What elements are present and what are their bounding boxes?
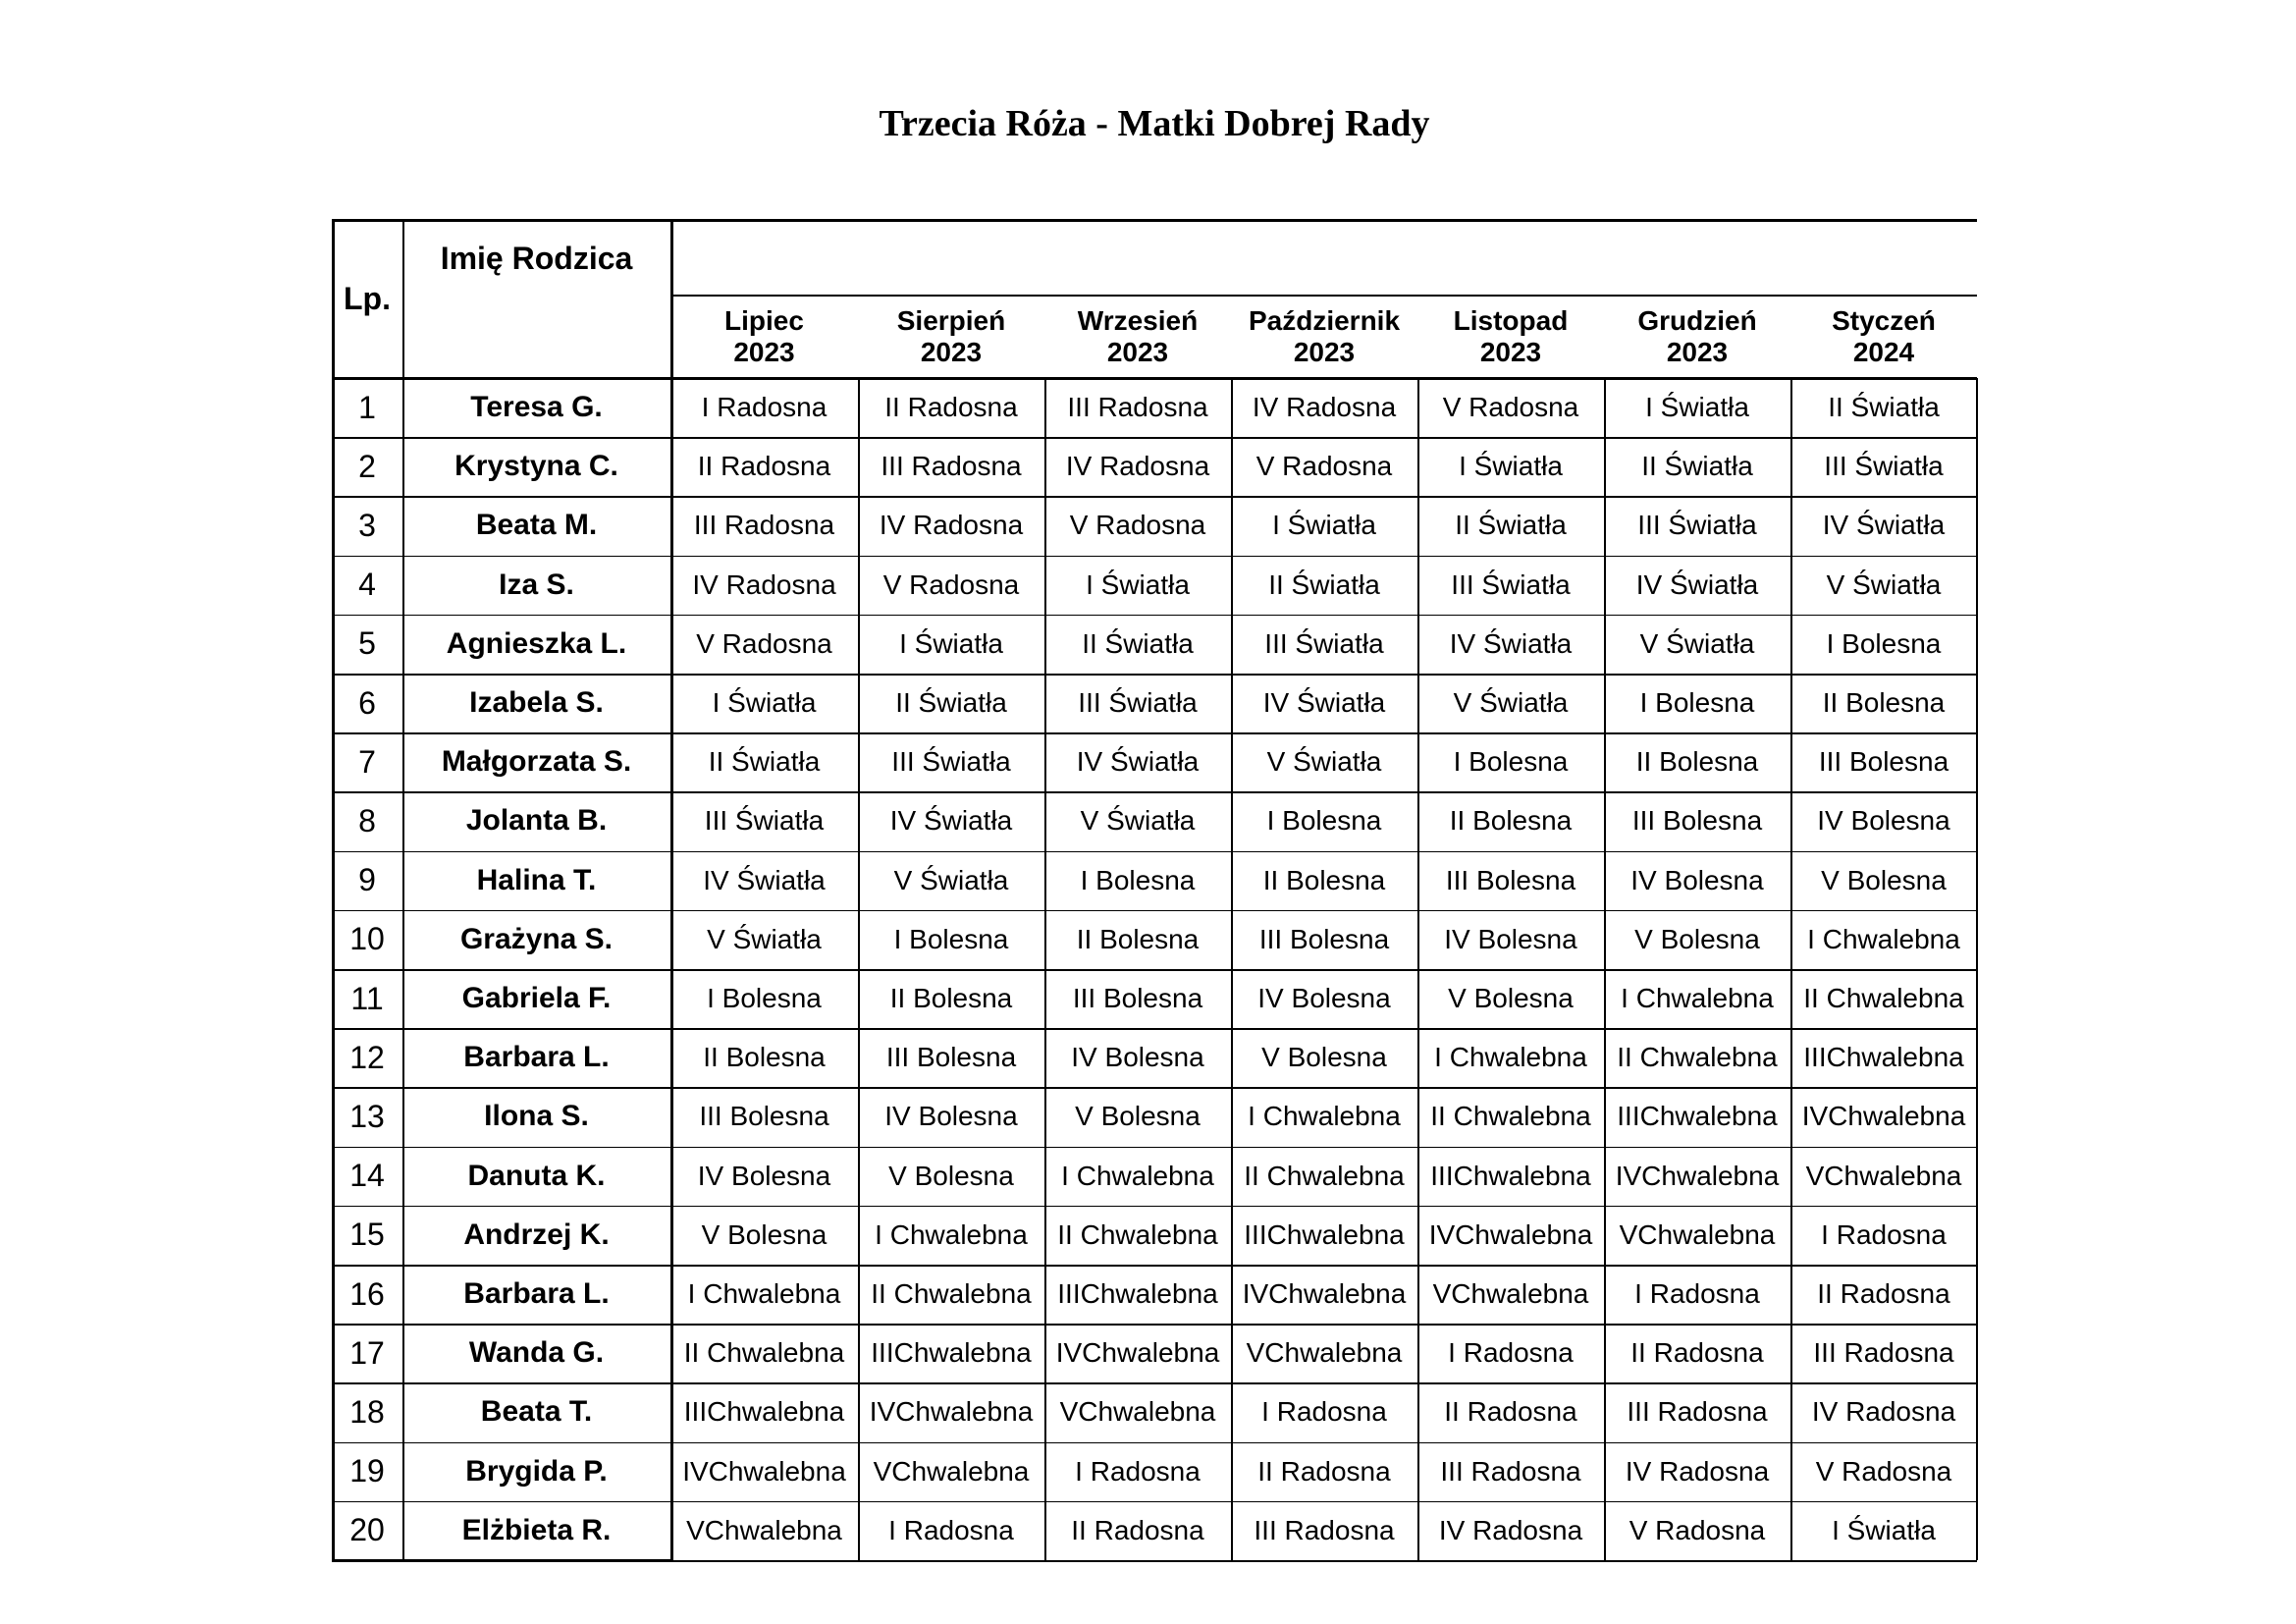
mystery-cell: IV Radosna [1065, 451, 1210, 482]
table-gridline [670, 1087, 1977, 1089]
name-column-header: Imię Rodzica [440, 241, 633, 276]
mystery-cell: V Radosna [1815, 1455, 1952, 1487]
month-header [1417, 295, 1604, 378]
mystery-cell: VChwalebna [1059, 1396, 1216, 1428]
month-year: 2023 [733, 336, 795, 367]
table-gridline [332, 732, 670, 734]
mystery-cell: V Bolesna [1634, 923, 1760, 954]
mystery-cell: V Bolesna [1821, 864, 1947, 895]
mystery-cell: I Światła [1459, 451, 1563, 482]
parent-name: Wanda G. [468, 1336, 605, 1370]
row-number: 17 [349, 1334, 385, 1371]
row-number: 10 [349, 921, 385, 957]
month-year: 2023 [1479, 336, 1542, 367]
mystery-cell: II Radosna [1444, 1396, 1577, 1428]
parent-name: Grażyna S. [459, 922, 614, 955]
mystery-cell: II Światła [1641, 451, 1753, 482]
row-number: 7 [358, 743, 376, 780]
mystery-cell: IV Światła [1635, 568, 1759, 600]
mystery-cell: I Radosna [1448, 1337, 1574, 1369]
table-gridline [670, 791, 1977, 793]
mystery-cell: IVChwalebna [1428, 1218, 1593, 1250]
mystery-cell: I Radosna [1075, 1455, 1201, 1487]
table-gridline [670, 1324, 1977, 1326]
row-number: 4 [358, 567, 376, 603]
mystery-cell: III Światła [1824, 451, 1944, 482]
mystery-cell: II Chwalebna [1430, 1101, 1591, 1132]
mystery-cell: II Chwalebna [871, 1278, 1032, 1310]
month-name: Październik [1248, 304, 1401, 336]
mystery-cell: V Bolesna [701, 1218, 828, 1250]
table-gridline [670, 1560, 1977, 1562]
mystery-cell: IIIChwalebna [683, 1396, 845, 1428]
mystery-cell: IIIChwalebna [1617, 1101, 1778, 1132]
month-header [1231, 295, 1417, 378]
parent-name: Halina T. [476, 863, 597, 896]
table-gridline [670, 615, 1977, 617]
mystery-cell: III Radosna [1813, 1337, 1954, 1369]
table-gridline [670, 1501, 1977, 1503]
mystery-cell: IV Radosna [1625, 1455, 1770, 1487]
mystery-cell: IV Światła [703, 864, 826, 895]
table-gridline [670, 437, 1977, 439]
mystery-cell: II Radosna [697, 451, 831, 482]
month-header [858, 295, 1044, 378]
table-gridline [1417, 378, 1419, 1560]
table-gridline [670, 295, 1977, 297]
mystery-cell: III Bolesna [1258, 923, 1390, 954]
parent-name: Teresa G. [470, 391, 603, 424]
mystery-cell: VChwalebna [1432, 1278, 1589, 1310]
table-gridline [670, 1028, 1977, 1030]
mystery-cell: I Chwalebna [687, 1278, 841, 1310]
table-gridline [402, 219, 404, 1560]
table-gridline [332, 1559, 670, 1562]
mystery-cell: I Chwalebna [1061, 1160, 1214, 1191]
mystery-cell: IIIChwalebna [871, 1337, 1032, 1369]
mystery-cell: I Światła [1645, 392, 1749, 423]
table-gridline [332, 1028, 670, 1030]
row-number: 20 [349, 1512, 385, 1548]
mystery-cell: I Radosna [888, 1514, 1014, 1545]
row-number: 14 [349, 1158, 385, 1194]
mystery-cell: IV Bolesna [1817, 805, 1950, 837]
parent-name: Barbara L. [463, 1277, 610, 1311]
mystery-cell: III Radosna [1254, 1514, 1395, 1545]
table-gridline [332, 437, 670, 439]
mystery-cell: I Radosna [1261, 1396, 1387, 1428]
table-gridline [332, 969, 670, 971]
mystery-cell: V Radosna [1629, 1514, 1766, 1545]
mystery-cell: I Chwalebna [1248, 1101, 1401, 1132]
mystery-cell: V Radosna [1442, 392, 1579, 423]
month-header [1790, 295, 1977, 378]
mystery-cell: VChwalebna [873, 1455, 1030, 1487]
parent-name: Brygida P. [465, 1454, 608, 1488]
month-year: 2023 [1106, 336, 1169, 367]
mystery-cell: V Światła [1453, 687, 1569, 719]
mystery-cell: II Światła [708, 746, 821, 778]
mystery-cell: I Bolesna [1639, 687, 1755, 719]
mystery-cell: I Bolesna [1080, 864, 1196, 895]
row-number: 13 [349, 1098, 385, 1134]
table-gridline [332, 1087, 670, 1089]
mystery-cell: III Bolesna [1631, 805, 1763, 837]
mystery-cell: IVChwalebna [1801, 1101, 1966, 1132]
mystery-cell: I Światła [712, 687, 817, 719]
row-number: 1 [358, 389, 376, 425]
mystery-cell: V Radosna [1069, 510, 1206, 541]
table-gridline [1976, 378, 1978, 1560]
table-gridline [1604, 378, 1606, 1560]
mystery-cell: V Światła [893, 864, 1009, 895]
table-gridline [1790, 378, 1792, 1560]
mystery-cell: III Radosna [881, 451, 1022, 482]
table-gridline [670, 910, 1977, 912]
row-number: 15 [349, 1217, 385, 1253]
mystery-cell: II Światła [1082, 627, 1194, 659]
parent-name: Krystyna C. [454, 450, 618, 483]
month-header [1604, 295, 1790, 378]
mystery-cell: IIIChwalebna [1430, 1160, 1591, 1191]
mystery-cell: II Radosna [884, 392, 1018, 423]
mystery-cell: IIIChwalebna [1244, 1218, 1405, 1250]
mystery-cell: I Radosna [1821, 1218, 1947, 1250]
parent-name: Jolanta B. [465, 804, 608, 838]
month-year: 2024 [1852, 336, 1915, 367]
mystery-cell: II Bolesna [1262, 864, 1386, 895]
table-gridline [670, 1206, 1977, 1208]
parent-name: Agnieszka L. [446, 626, 627, 660]
mystery-cell: II Bolesna [1076, 923, 1200, 954]
mystery-cell: III Światła [1637, 510, 1757, 541]
table-gridline [332, 556, 670, 558]
month-header [670, 295, 858, 378]
table-gridline [1231, 378, 1233, 1560]
mystery-cell: II Bolesna [889, 983, 1013, 1014]
mystery-cell: III Radosna [1627, 1396, 1768, 1428]
month-name: Listopad [1453, 304, 1569, 336]
page-title: Trzecia Róża - Matki Dobrej Rady [879, 103, 1430, 144]
mystery-cell: IV Radosna [1438, 1514, 1583, 1545]
parent-name: Danuta K. [467, 1159, 606, 1192]
mystery-cell: II Chwalebna [1244, 1160, 1405, 1191]
parent-name: Andrzej K. [463, 1218, 610, 1251]
mystery-cell: II Chwalebna [683, 1337, 845, 1369]
mystery-cell: I Bolesna [707, 983, 822, 1014]
mystery-cell: I Radosna [1634, 1278, 1760, 1310]
mystery-cell: IV Radosna [692, 568, 836, 600]
table-gridline [670, 1265, 1977, 1267]
mystery-cell: IVChwalebna [1242, 1278, 1407, 1310]
mystery-cell: VChwalebna [1246, 1337, 1403, 1369]
mystery-cell: V Światła [1826, 568, 1942, 600]
mystery-cell: II Bolesna [1635, 746, 1759, 778]
mystery-cell: I Bolesna [1826, 627, 1942, 659]
mystery-cell: II Światła [1455, 510, 1567, 541]
mystery-cell: II Bolesna [703, 1042, 826, 1073]
mystery-cell: II Chwalebna [1803, 983, 1964, 1014]
mystery-cell: II Bolesna [1449, 805, 1573, 837]
mystery-cell: VChwalebna [686, 1514, 842, 1545]
mystery-cell: II Radosna [1817, 1278, 1950, 1310]
mystery-cell: II Światła [1268, 568, 1380, 600]
table-gridline [332, 219, 1977, 222]
table-gridline [332, 377, 1977, 380]
month-year: 2023 [1293, 336, 1356, 367]
mystery-cell: II Światła [895, 687, 1007, 719]
month-name: Grudzień [1637, 304, 1757, 336]
mystery-cell: IVChwalebna [682, 1455, 846, 1487]
month-name: Sierpień [896, 304, 1006, 336]
mystery-cell: II Radosna [1257, 1455, 1391, 1487]
mystery-cell: II Chwalebna [1617, 1042, 1778, 1073]
mystery-cell: III Bolesna [699, 1101, 829, 1132]
table-gridline [670, 851, 1977, 853]
mystery-cell: IVChwalebna [869, 1396, 1034, 1428]
mystery-cell: III Bolesna [1072, 983, 1203, 1014]
mystery-cell: III Bolesna [1445, 864, 1576, 895]
table-gridline [332, 1382, 670, 1384]
mystery-cell: IVChwalebna [1615, 1160, 1780, 1191]
mystery-cell: III Światła [704, 805, 825, 837]
mystery-cell: IV Światła [1262, 687, 1386, 719]
row-number: 5 [358, 625, 376, 662]
table-gridline [670, 732, 1977, 734]
mystery-cell: VChwalebna [1805, 1160, 1962, 1191]
row-number: 9 [358, 862, 376, 898]
mystery-cell: IV Radosna [1252, 392, 1397, 423]
mystery-cell: III Światła [1451, 568, 1571, 600]
mystery-cell: III Radosna [1440, 1455, 1581, 1487]
month-header [1044, 295, 1231, 378]
parent-name: Gabriela F. [461, 982, 612, 1015]
mystery-cell: I Światła [1086, 568, 1190, 600]
table-gridline [670, 219, 673, 1562]
row-number: 2 [358, 448, 376, 484]
mystery-cell: I Światła [899, 627, 1003, 659]
mystery-cell: I Bolesna [1453, 746, 1569, 778]
mystery-cell: I Chwalebna [1807, 923, 1960, 954]
table-gridline [332, 1442, 670, 1444]
mystery-cell: IV Bolesna [1257, 983, 1391, 1014]
mystery-cell: V Światła [1266, 746, 1382, 778]
table-gridline [1044, 378, 1046, 1560]
mystery-cell: II Radosna [1071, 1514, 1204, 1545]
mystery-cell: I Chwalebna [1621, 983, 1774, 1014]
row-number: 18 [349, 1393, 385, 1430]
table-gridline [332, 1501, 670, 1503]
table-gridline [332, 1324, 670, 1326]
mystery-cell: V Bolesna [1261, 1042, 1387, 1073]
table-gridline [332, 674, 670, 676]
mystery-cell: I Radosna [701, 392, 828, 423]
mystery-cell: IV Bolesna [1071, 1042, 1204, 1073]
table-gridline [670, 1147, 1977, 1149]
table-gridline [670, 1442, 1977, 1444]
mystery-cell: IIIChwalebna [1057, 1278, 1218, 1310]
table-gridline [332, 1147, 670, 1149]
mystery-cell: V Radosna [1255, 451, 1393, 482]
parent-name: Małgorzata S. [441, 745, 632, 779]
mystery-cell: V Radosna [882, 568, 1020, 600]
parent-name: Beata M. [475, 509, 598, 542]
row-number: 12 [349, 1039, 385, 1075]
table-gridline [332, 791, 670, 793]
mystery-cell: I Chwalebna [875, 1218, 1028, 1250]
schedule-table [332, 219, 1977, 1561]
mystery-cell: II Chwalebna [1057, 1218, 1218, 1250]
mystery-cell: IVChwalebna [1055, 1337, 1220, 1369]
mystery-cell: III Bolesna [1818, 746, 1949, 778]
row-number: 19 [349, 1453, 385, 1489]
table-gridline [858, 378, 860, 1560]
mystery-cell: IIIChwalebna [1803, 1042, 1964, 1073]
mystery-cell: V Światła [707, 923, 822, 954]
row-number: 11 [350, 980, 384, 1016]
mystery-cell: IV Bolesna [1630, 864, 1764, 895]
mystery-cell: I Bolesna [893, 923, 1009, 954]
month-year: 2023 [1666, 336, 1729, 367]
mystery-cell: II Radosna [1630, 1337, 1764, 1369]
row-number: 3 [358, 507, 376, 543]
mystery-cell: IV Bolesna [1444, 923, 1577, 954]
mystery-cell: I Światła [1832, 1514, 1936, 1545]
month-name: Lipiec [724, 304, 804, 336]
parent-name: Izabela S. [469, 686, 604, 720]
parent-name: Elżbieta R. [461, 1513, 612, 1546]
table-gridline [332, 615, 670, 617]
table-gridline [332, 219, 335, 1562]
month-name: Wrzesień [1077, 304, 1199, 336]
parent-name: Barbara L. [463, 1041, 610, 1074]
table-gridline [670, 1382, 1977, 1384]
table-gridline [332, 496, 670, 498]
month-name: Styczeń [1832, 304, 1936, 336]
table-gridline [332, 910, 670, 912]
row-number: 6 [358, 684, 376, 721]
mystery-cell: III Światła [1078, 687, 1198, 719]
table-gridline [670, 496, 1977, 498]
row-number: 8 [358, 802, 376, 839]
row-number: 16 [349, 1275, 385, 1312]
mystery-cell: III Radosna [1067, 392, 1208, 423]
mystery-cell: V Radosna [696, 627, 832, 659]
mystery-cell: III Radosna [693, 510, 835, 541]
mystery-cell: IV Światła [1449, 627, 1573, 659]
mystery-cell: I Chwalebna [1434, 1042, 1587, 1073]
mystery-cell: V Bolesna [1075, 1101, 1201, 1132]
mystery-cell: II Światła [1828, 392, 1940, 423]
mystery-cell: VChwalebna [1619, 1218, 1776, 1250]
mystery-cell: V Bolesna [1448, 983, 1574, 1014]
table-gridline [332, 1206, 670, 1208]
table-gridline [332, 851, 670, 853]
mystery-cell: IV Radosna [1811, 1396, 1956, 1428]
parent-name: Beata T. [480, 1395, 593, 1429]
mystery-cell: V Bolesna [888, 1160, 1014, 1191]
lp-column-header: Lp. [344, 280, 391, 316]
mystery-cell: I Światła [1272, 510, 1376, 541]
mystery-cell: V Światła [1639, 627, 1755, 659]
mystery-cell: IV Światła [889, 805, 1013, 837]
mystery-cell: IV Światła [1076, 746, 1200, 778]
table-gridline [332, 1265, 670, 1267]
mystery-cell: III Światła [1264, 627, 1384, 659]
month-year: 2023 [920, 336, 983, 367]
mystery-cell: V Światła [1080, 805, 1196, 837]
mystery-cell: III Światła [891, 746, 1011, 778]
mystery-cell: III Bolesna [885, 1042, 1017, 1073]
parent-name: Ilona S. [484, 1100, 589, 1133]
mystery-cell: IV Radosna [879, 510, 1024, 541]
mystery-cell: IV Światła [1822, 510, 1946, 541]
table-gridline [670, 969, 1977, 971]
mystery-cell: I Bolesna [1266, 805, 1382, 837]
table-gridline [670, 674, 1977, 676]
mystery-cell: IV Bolesna [884, 1101, 1018, 1132]
mystery-cell: II Bolesna [1822, 687, 1946, 719]
parent-name: Iza S. [499, 568, 574, 601]
mystery-cell: IV Bolesna [697, 1160, 831, 1191]
table-gridline [670, 556, 1977, 558]
